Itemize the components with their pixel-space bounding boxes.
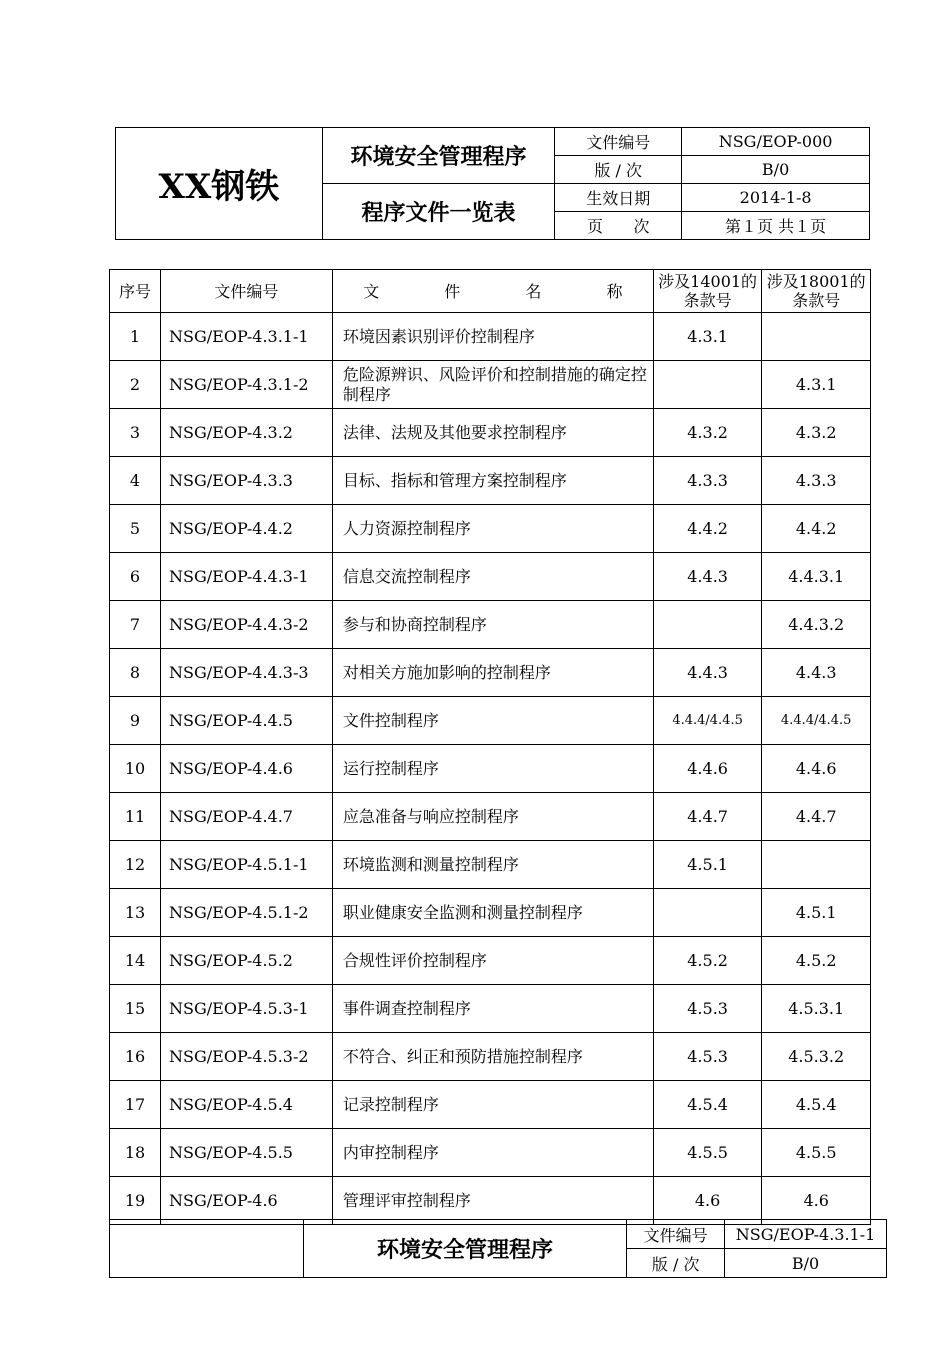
header-value-page: 第１页 共１页 xyxy=(682,212,870,240)
row-doc-name: 危险源辨识、风险评价和控制措施的确定控制程序 xyxy=(332,361,653,409)
document-header xyxy=(115,127,870,240)
row-doc-code: NSG/EOP-4.4.3-2 xyxy=(161,601,333,649)
row-doc-name: 参与和协商控制程序 xyxy=(332,601,653,649)
row-doc-name: 事件调查控制程序 xyxy=(332,985,653,1033)
row-doc-code: NSG/EOP-4.5.1-2 xyxy=(161,889,333,937)
row-doc-code: NSG/EOP-4.3.3 xyxy=(161,457,333,505)
row-clause-18001: 4.4.3.2 xyxy=(762,601,871,649)
footer-label-doc-number: 文件编号 xyxy=(627,1220,725,1249)
row-doc-name: 职业健康安全监测和测量控制程序 xyxy=(332,889,653,937)
footer-title: 环境安全管理程序 xyxy=(303,1220,627,1278)
header-label-doc-number: 文件编号 xyxy=(555,128,682,156)
row-clause-18001: 4.5.4 xyxy=(762,1081,871,1129)
header-value-version: B/0 xyxy=(682,156,870,184)
footer-value-doc-number: NSG/EOP-4.3.1-1 xyxy=(725,1220,887,1249)
row-clause-14001: 4.4.3 xyxy=(653,553,762,601)
table-row xyxy=(110,1177,871,1225)
header-value-doc-number: NSG/EOP-000 xyxy=(682,128,870,156)
table-row xyxy=(110,457,871,505)
row-clause-14001: 4.5.4 xyxy=(653,1081,762,1129)
table-row xyxy=(110,361,871,409)
row-clause-18001: 4.4.2 xyxy=(762,505,871,553)
footer-label-version: 版 / 次 xyxy=(627,1249,725,1278)
row-clause-14001: 4.6 xyxy=(653,1177,762,1225)
row-no: 12 xyxy=(110,841,161,889)
table-row xyxy=(110,313,871,361)
table-row xyxy=(110,889,871,937)
row-no: 15 xyxy=(110,985,161,1033)
row-no: 4 xyxy=(110,457,161,505)
row-clause-18001: 4.4.6 xyxy=(762,745,871,793)
row-clause-14001: 4.5.3 xyxy=(653,1033,762,1081)
row-clause-14001 xyxy=(653,361,762,409)
row-doc-code: NSG/EOP-4.3.2 xyxy=(161,409,333,457)
table-header-row xyxy=(110,270,871,313)
row-no: 14 xyxy=(110,937,161,985)
table-row xyxy=(110,505,871,553)
table-row xyxy=(110,793,871,841)
table-row xyxy=(110,985,871,1033)
row-doc-name: 环境因素识别评价控制程序 xyxy=(332,313,653,361)
row-clause-14001: 4.4.3 xyxy=(653,649,762,697)
row-clause-18001: 4.6 xyxy=(762,1177,871,1225)
row-doc-code: NSG/EOP-4.5.5 xyxy=(161,1129,333,1177)
row-doc-code: NSG/EOP-4.4.7 xyxy=(161,793,333,841)
row-no: 11 xyxy=(110,793,161,841)
row-doc-code: NSG/EOP-4.5.2 xyxy=(161,937,333,985)
table-row xyxy=(110,841,871,889)
row-clause-14001: 4.4.6 xyxy=(653,745,762,793)
row-clause-18001 xyxy=(762,841,871,889)
row-doc-name: 合规性评价控制程序 xyxy=(332,937,653,985)
row-clause-14001 xyxy=(653,889,762,937)
row-doc-name: 管理评审控制程序 xyxy=(332,1177,653,1225)
header-label-effective-date: 生效日期 xyxy=(555,184,682,212)
row-clause-14001: 4.5.5 xyxy=(653,1129,762,1177)
row-clause-14001: 4.5.2 xyxy=(653,937,762,985)
document-footer xyxy=(109,1219,887,1278)
company-name: XX钢铁 xyxy=(116,128,323,240)
header-value-effective-date: 2014-1-8 xyxy=(682,184,870,212)
header-label-version: 版 / 次 xyxy=(555,156,682,184)
row-clause-14001: 4.4.7 xyxy=(653,793,762,841)
row-doc-code: NSG/EOP-4.3.1-2 xyxy=(161,361,333,409)
row-clause-18001: 4.5.3.1 xyxy=(762,985,871,1033)
row-doc-name: 目标、指标和管理方案控制程序 xyxy=(332,457,653,505)
row-clause-14001: 4.5.3 xyxy=(653,985,762,1033)
procedure-list-table xyxy=(109,269,871,1225)
column-header-14001: 涉及14001的条款号 xyxy=(653,270,762,313)
row-doc-code: NSG/EOP-4.3.1-1 xyxy=(161,313,333,361)
table-row xyxy=(110,553,871,601)
table-row xyxy=(110,1081,871,1129)
row-no: 2 xyxy=(110,361,161,409)
row-no: 16 xyxy=(110,1033,161,1081)
row-no: 18 xyxy=(110,1129,161,1177)
row-clause-18001: 4.3.3 xyxy=(762,457,871,505)
row-doc-code: NSG/EOP-4.5.4 xyxy=(161,1081,333,1129)
row-clause-18001: 4.4.3.1 xyxy=(762,553,871,601)
row-no: 19 xyxy=(110,1177,161,1225)
row-clause-18001: 4.3.1 xyxy=(762,361,871,409)
row-clause-14001 xyxy=(653,601,762,649)
table-row xyxy=(110,745,871,793)
row-doc-name: 对相关方施加影响的控制程序 xyxy=(332,649,653,697)
row-doc-code: NSG/EOP-4.4.2 xyxy=(161,505,333,553)
row-no: 1 xyxy=(110,313,161,361)
row-no: 3 xyxy=(110,409,161,457)
table-row xyxy=(110,937,871,985)
row-clause-14001: 4.5.1 xyxy=(653,841,762,889)
row-clause-18001: 4.5.3.2 xyxy=(762,1033,871,1081)
row-doc-name: 人力资源控制程序 xyxy=(332,505,653,553)
table-row xyxy=(110,409,871,457)
header-title-bottom: 程序文件一览表 xyxy=(322,184,555,240)
row-clause-18001: 4.4.4/4.4.5 xyxy=(762,697,871,745)
row-doc-name: 记录控制程序 xyxy=(332,1081,653,1129)
row-doc-code: NSG/EOP-4.5.3-2 xyxy=(161,1033,333,1081)
row-doc-code: NSG/EOP-4.5.1-1 xyxy=(161,841,333,889)
table-row xyxy=(110,697,871,745)
row-doc-code: NSG/EOP-4.6 xyxy=(161,1177,333,1225)
row-doc-name: 不符合、纠正和预防措施控制程序 xyxy=(332,1033,653,1081)
column-header-18001: 涉及18001的条款号 xyxy=(762,270,871,313)
table-row xyxy=(110,601,871,649)
row-doc-code: NSG/EOP-4.4.5 xyxy=(161,697,333,745)
footer-blank-cell xyxy=(110,1220,304,1278)
header-label-page: 页 次 xyxy=(555,212,682,240)
row-clause-14001: 4.3.2 xyxy=(653,409,762,457)
row-no: 8 xyxy=(110,649,161,697)
row-doc-name: 法律、法规及其他要求控制程序 xyxy=(332,409,653,457)
column-header-no: 序号 xyxy=(110,270,161,313)
row-doc-name: 运行控制程序 xyxy=(332,745,653,793)
row-no: 10 xyxy=(110,745,161,793)
row-doc-code: NSG/EOP-4.4.3-1 xyxy=(161,553,333,601)
row-clause-14001: 4.4.2 xyxy=(653,505,762,553)
row-clause-18001: 4.3.2 xyxy=(762,409,871,457)
column-header-name: 文 件 名 称 xyxy=(332,270,653,313)
row-clause-14001: 4.3.1 xyxy=(653,313,762,361)
row-doc-name: 内审控制程序 xyxy=(332,1129,653,1177)
footer-value-version: B/0 xyxy=(725,1249,887,1278)
row-doc-code: NSG/EOP-4.4.3-3 xyxy=(161,649,333,697)
row-no: 13 xyxy=(110,889,161,937)
row-clause-18001: 4.5.2 xyxy=(762,937,871,985)
row-no: 6 xyxy=(110,553,161,601)
row-clause-18001: 4.4.3 xyxy=(762,649,871,697)
row-no: 5 xyxy=(110,505,161,553)
row-clause-14001: 4.3.3 xyxy=(653,457,762,505)
row-doc-name: 应急准备与响应控制程序 xyxy=(332,793,653,841)
table-row xyxy=(110,649,871,697)
row-clause-14001: 4.4.4/4.4.5 xyxy=(653,697,762,745)
row-no: 7 xyxy=(110,601,161,649)
table-row xyxy=(110,1033,871,1081)
row-clause-18001: 4.4.7 xyxy=(762,793,871,841)
row-doc-name: 文件控制程序 xyxy=(332,697,653,745)
row-doc-code: NSG/EOP-4.4.6 xyxy=(161,745,333,793)
row-doc-name: 信息交流控制程序 xyxy=(332,553,653,601)
row-doc-name: 环境监测和测量控制程序 xyxy=(332,841,653,889)
table-row xyxy=(110,1129,871,1177)
row-no: 17 xyxy=(110,1081,161,1129)
column-header-code: 文件编号 xyxy=(161,270,333,313)
row-no: 9 xyxy=(110,697,161,745)
row-doc-code: NSG/EOP-4.5.3-1 xyxy=(161,985,333,1033)
row-clause-18001: 4.5.1 xyxy=(762,889,871,937)
row-clause-18001 xyxy=(762,313,871,361)
header-title-top: 环境安全管理程序 xyxy=(322,128,555,184)
row-clause-18001: 4.5.5 xyxy=(762,1129,871,1177)
